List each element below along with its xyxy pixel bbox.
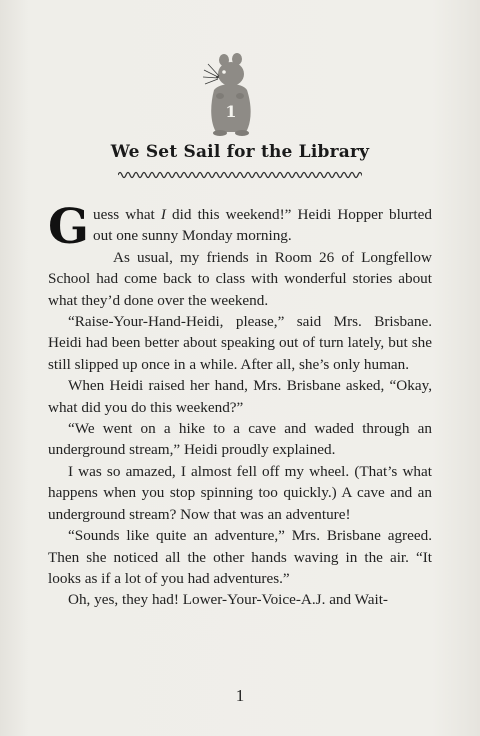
text-segment: As usual, my friends in Room 26 of Longfellow School had come back to class with wonderful stories about what they’d done over the weekend. (48, 248, 432, 309)
text-segment: “Raise-Your-Hand-Heidi, please,” said Mrs. Brisbane. Heidi had been better about speaking out of turn lately, but she still slipped up once in a while. After all, she’s only human. (48, 313, 432, 373)
text-segment: “Sounds like quite an adventure,” Mrs. Brisbane agreed. Then she noticed all the other hands waving in the air. “It looks as if a lot of you had adventures.” (48, 527, 432, 587)
text-segment: uess what (93, 206, 161, 223)
story-text (48, 199, 432, 611)
paragraph (48, 525, 432, 589)
emphasis-text: I (160, 206, 166, 223)
paragraph (48, 418, 432, 461)
text-segment: “We went on a hike to a cave and waded through an underground stream,” Heidi proudly explained. (48, 420, 432, 459)
paragraph (48, 589, 432, 610)
text-segment: Oh, yes, they had! Lower-Your-Voice-A.J. and Wait- (68, 591, 388, 609)
chapter-title: We Set Sail for the Library (110, 142, 370, 162)
text-segment: I was so amazed, I almost fell off my wheel. (That’s what happens when you stop spinning too quickly.) A cave and an underground stream? Now that was an adventure! (48, 462, 432, 523)
paragraph (48, 247, 432, 311)
page-number: 1 (235, 686, 245, 705)
paragraph (48, 199, 432, 255)
paragraph (48, 311, 432, 375)
paragraph (48, 461, 432, 525)
text-segment: did this weekend!” Heidi Hopper blurted out one sunny Monday morning. (93, 206, 432, 245)
decorative-wave-divider (118, 168, 362, 182)
paragraph (48, 375, 432, 418)
chapter-number: 1 (225, 102, 237, 121)
text-segment: When Heidi raised her hand, Mrs. Brisbane asked, “Okay, what did you do this weekend?” (48, 377, 432, 416)
hamster-chapter-icon (200, 50, 260, 138)
drop-cap: G (48, 199, 89, 255)
